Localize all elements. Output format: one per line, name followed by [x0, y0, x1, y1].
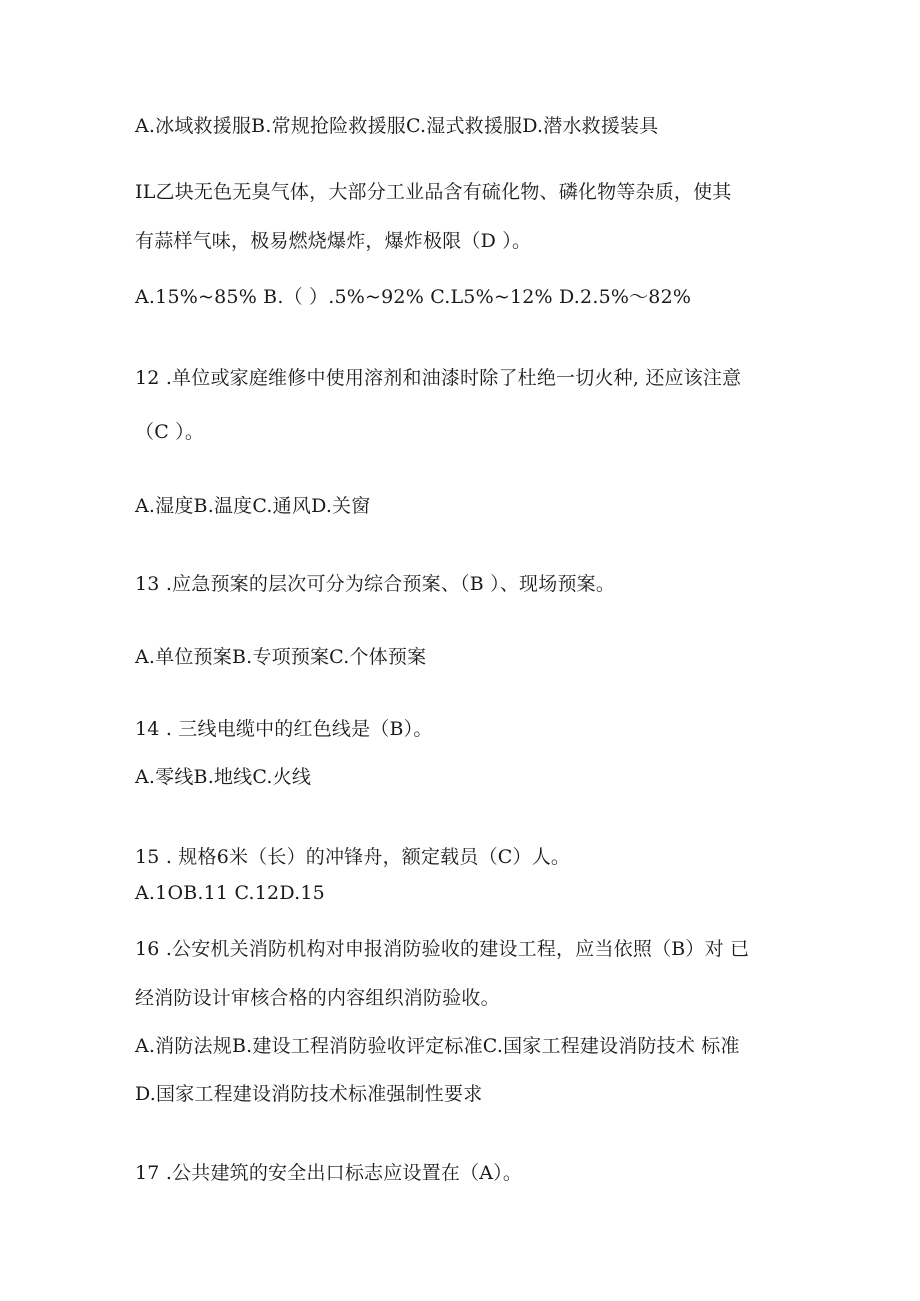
- option-line: A.消防法规B.建设工程消防验收评定标准C.国家工程建设消防技术 标准: [135, 1035, 740, 1057]
- question-line: 13 .应急预案的层次可分为综合预案、（B ）、现场预案。: [135, 573, 616, 595]
- option-line: A.零线B.地线C.火线: [135, 766, 312, 788]
- question-line: IL乙块无色无臭气体，大部分工业品含有硫化物、磷化物等杂质，使其: [135, 181, 732, 203]
- question-line: 15 . 规格6米（长）的冲锋舟，额定载员（C）人。: [135, 846, 571, 868]
- option-line: A.冰域救援服B.常规抢险救援服C.湿式救援服D.潜水救援装具: [135, 115, 659, 137]
- question-line: 12 .单位或家庭维修中使用溶剂和油漆时除了杜绝一切火种, 还应该注意: [135, 367, 742, 389]
- question-line: 17 .公共建筑的安全出口标志应设置在（A）。: [135, 1162, 523, 1184]
- question-line: 有蒜样气味，极易燃烧爆炸，爆炸极限（D ）。: [135, 230, 532, 252]
- option-line: A.1OB.11 C.12D.15: [135, 882, 325, 904]
- question-line: 经消防设计审核合格的内容组织消防验收。: [135, 987, 500, 1009]
- question-line: （C ）。: [135, 421, 205, 443]
- question-line: 14 . 三线电缆中的红色线是（B）。: [135, 718, 433, 740]
- question-line: 16 .公安机关消防机构对申报消防验收的建设工程，应当依照（B）对 已: [135, 938, 750, 960]
- option-line: A.单位预案B.专项预案C.个体预案: [135, 646, 427, 668]
- option-line: D.国家工程建设消防技术标准强制性要求: [135, 1083, 483, 1105]
- option-line: A.15%~85% B.（ ）.5%~92% C.L5%~12% D.2.5%～82%: [135, 286, 692, 308]
- option-line: A.湿度B.温度C.通风D.关窗: [135, 495, 371, 517]
